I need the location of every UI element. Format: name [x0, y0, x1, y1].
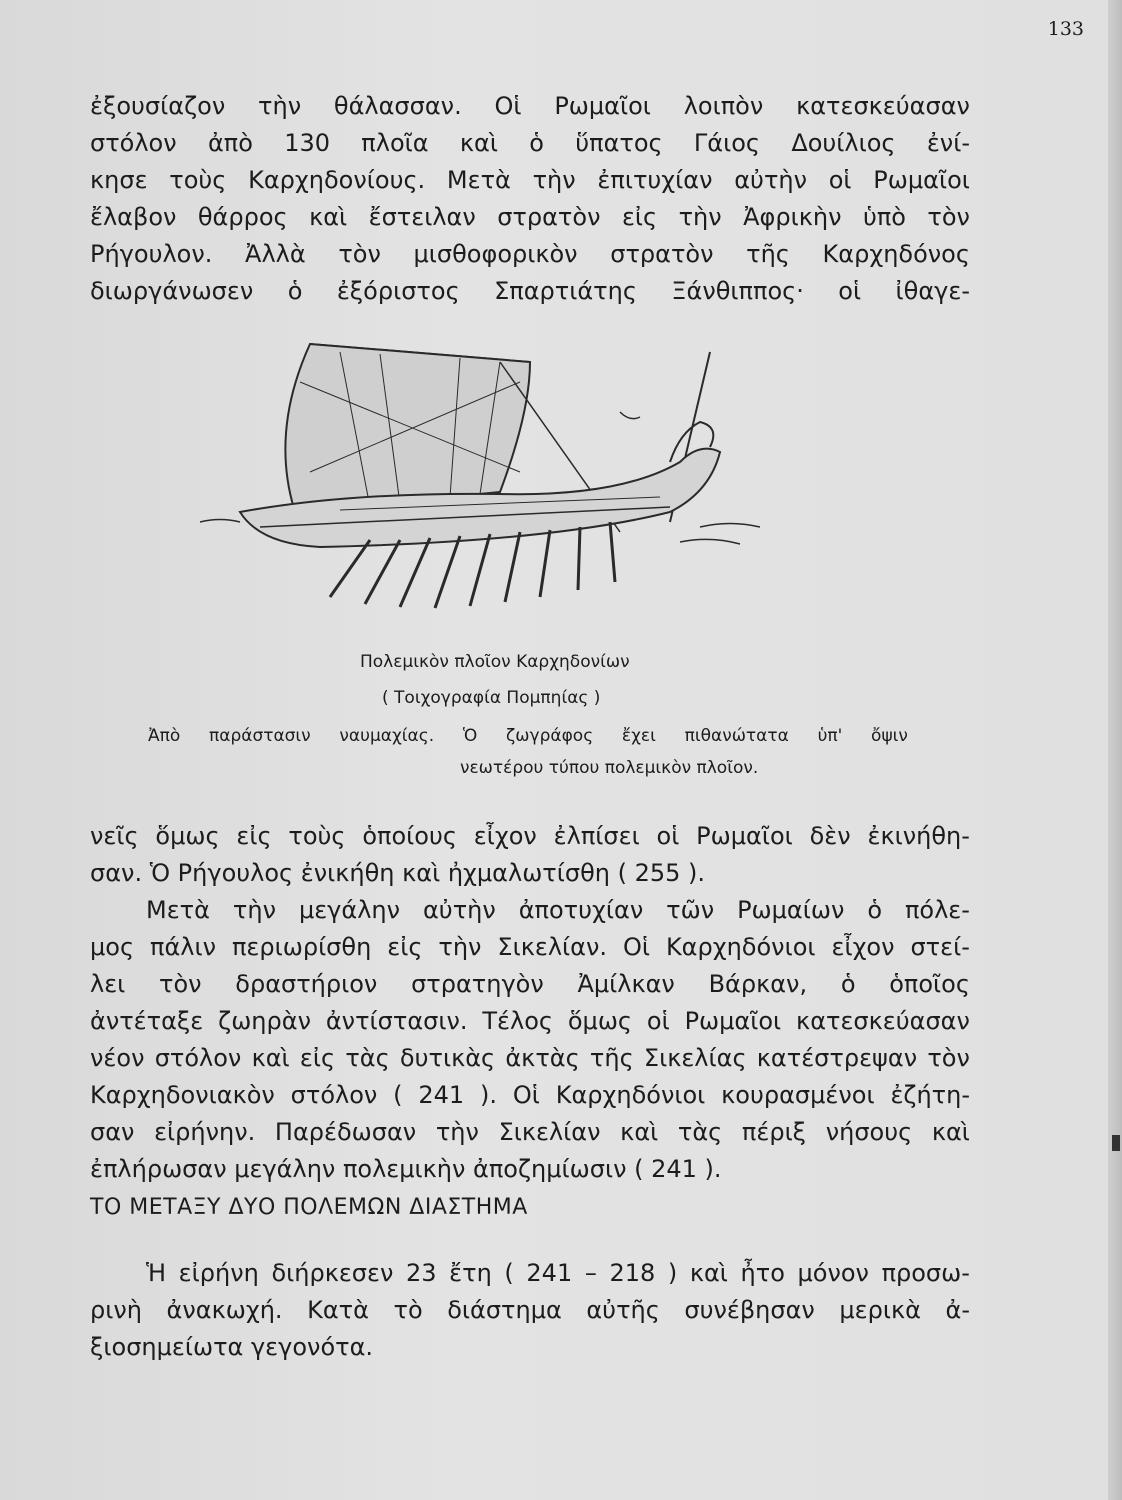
text-line: Καρχηδονιακὸν στόλον ( 241 ). Οἱ Καρχηδόνιοι κουρασμένοι ἐζήτη- — [90, 1081, 970, 1109]
warship-illustration — [200, 322, 780, 622]
text-line: ξιοσημείωτα γεγονότα. — [90, 1333, 374, 1361]
figure-caption-source: ( Τοιχογραφία Πομπηίας ) — [382, 688, 601, 708]
text-line: διωργάνωσεν ὁ ἐξόριστος Σπαρτιάτης Ξάνθιππος· οἱ ἰθαγε- — [90, 277, 970, 305]
text-line: στόλον ἀπὸ 130 πλοῖα καὶ ὁ ὕπατος Γάιος Δουίλιος ἐνί- — [90, 129, 970, 157]
figure-note: νεωτέρου τύπου πολεμικὸν πλοῖον. — [460, 758, 759, 778]
text-line: ρινὴ ἀνακωχή. Κατὰ τὸ διάστημα αὐτῆς συνέβησαν μερικὰ ἀ- — [90, 1296, 970, 1324]
text-line: νεῖς ὅμως εἰς τοὺς ὁποίους εἶχον ἐλπίσει οἱ Ρωμαῖοι δὲν ἐκινήθη- — [90, 822, 970, 850]
text-line: κησε τοὺς Καρχηδονίους. Μετὰ τὴν ἐπιτυχίαν αὐτὴν οἱ Ρωμαῖοι — [90, 166, 970, 194]
figure-caption-title: Πολεμικὸν πλοῖον Καρχηδονίων — [360, 652, 630, 672]
text-line: ἀντέταξε ζωηρὰν ἀντίστασιν. Τέλος ὅμως οἱ Ρωμαῖοι κατεσκεύασαν — [90, 1007, 970, 1035]
text-line: Ρήγουλον. Ἀλλὰ τὸν μισθοφορικὸν στρατὸν τῆς Καρχηδόνος — [90, 240, 970, 268]
page-number: 133 — [1047, 18, 1084, 40]
section-heading: ΤΟ ΜΕΤΑΞΥ ΔΥΟ ΠΟΛΕΜΩΝ ΔΙΑΣΤΗΜΑ — [90, 1195, 528, 1220]
text-line: Ἡ εἰρήνη διήρκεσεν 23 ἔτη ( 241 – 218 ) καὶ ἦτο μόνον προσω- — [146, 1259, 970, 1287]
text-line: νέον στόλον καὶ εἰς τὰς δυτικὰς ἀκτὰς τῆς Σικελίας κατέστρεψαν τὸν — [90, 1044, 970, 1072]
text-line: σαν εἰρήνην. Παρέδωσαν τὴν Σικελίαν καὶ τὰς πέριξ νήσους καὶ — [90, 1118, 970, 1146]
text-line: μος πάλιν περιωρίσθη εἰς τὴν Σικελίαν. Οἱ Καρχηδόνιοι εἶχον στεί- — [90, 933, 970, 961]
page-edge — [1108, 0, 1122, 1500]
text-line: ἐξουσίαζον τὴν θάλασσαν. Οἱ Ρωμαῖοι λοιπὸν κατεσκεύασαν — [90, 92, 970, 120]
text-line: σαν. Ὁ Ρήγουλος ἐνικήθη καὶ ἠχμαλωτίσθη ( 255 ). — [90, 859, 706, 887]
binding-mark — [1112, 1135, 1120, 1151]
text-line: λει τὸν δραστήριον στρατηγὸν Ἀμίλκαν Βάρκαν, ὁ ὁποῖος — [90, 970, 970, 998]
text-line: ἐπλήρωσαν μεγάλην πολεμικὴν ἀποζημίωσιν ( 241 ). — [90, 1155, 722, 1183]
text-line: ἔλαβον θάρρος καὶ ἔστειλαν στρατὸν εἰς τὴν Ἀφρικὴν ὑπὸ τὸν — [90, 203, 970, 231]
text-line: Μετὰ τὴν μεγάλην αὐτὴν ἀποτυχίαν τῶν Ρωμαίων ὁ πόλε- — [146, 896, 970, 924]
figure-note: Ἀπὸ παράστασιν ναυμαχίας. Ὁ ζωγράφος ἔχει πιθανώτατα ὑπ' ὄψιν — [148, 726, 908, 746]
